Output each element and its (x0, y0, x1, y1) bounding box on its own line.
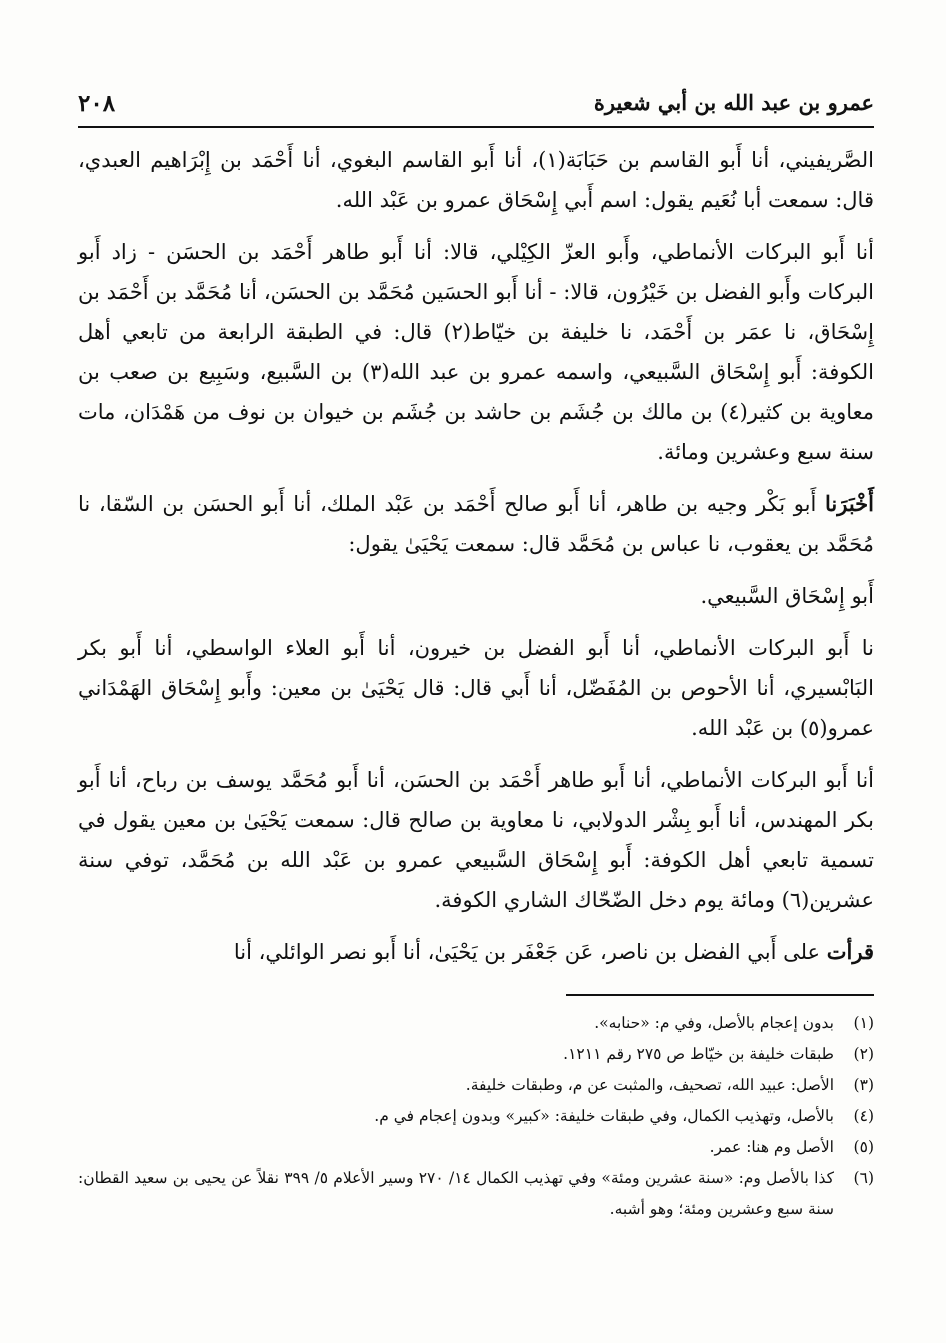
paragraph-text: أنا أَبو البركات الأنماطي، وأَبو العزّ الكِيْلي، قالا: أنا أَبو طاهر أَحْمَد بن الحسَن - زاد أَبو البركات وأَبو الفضل بن خَيْرُون، قالا: - أنا أَبو الحسَين مُحَمَّد بن الحسَن، أنا مُحَمَّد بن أَحْمَد بن إِسْحَاق، نا عمَر بن أَحْمَد، نا خليفة بن خيّاط(٢) قال: في الطبقة الرابعة من تابعي أهل الكوفة: أَبو إِسْحَاق السَّبيعي، واسمه عمرو بن عبد الله(٣) بن السَّبيع، وسَبِيع بن صعب بن معاوية بن كثير(٤) بن مالك بن جُشَم بن حاشد بن جُشَم بن خيوان بن نوف من هَمْدَان، مات سنة سبع وعشرين ومائة. (78, 240, 874, 464)
paragraph-lead-word: قرأت (826, 939, 874, 964)
footnote-number: (١) (853, 1014, 874, 1032)
footnote-text: طبقات خليفة بن خيّاط ص ٢٧٥ رقم ١٢١١. (563, 1045, 834, 1063)
paragraph-text: نا أَبو البركات الأنماطي، أنا أَبو الفضل بن خيرون، أنا أَبو العلاء الواسطي، أنا أَبو بكر البَابْسيري، أنا الأحوص بن المُفَضّل، أنا أَبي قال: قال يَحْيَىٰ بن معين: وأَبو إِسْحَاق الهَمْدَاني عمرو(٥) بن عَبْد الله. (78, 636, 874, 740)
paragraph (78, 232, 874, 472)
paragraph (78, 484, 874, 564)
paragraph (78, 140, 874, 220)
paragraph (78, 760, 874, 920)
book-page (78, 88, 874, 1225)
footnote-text: الأصل وم هنا: عمر. (709, 1138, 834, 1156)
footnote-text: بالأصل، وتهذيب الكمال، وفي طبقات خليفة: «كبير» وبدون إعجام في م. (374, 1107, 834, 1125)
paragraph-text: أنا أَبو البركات الأنماطي، أنا أَبو طاهر أَحْمَد بن الحسَن، أنا أَبو مُحَمَّد يوسف بن رباح، أنا أَبو بكر المهندس، أنا أَبو بِشْر الدولابي، نا معاوية بن صالح قال: سمعت يَحْيَىٰ بن معين يقول في تسمية تابعي أهل الكوفة: أَبو إِسْحَاق السَّبيعي عمرو بن عَبْد الله بن مُحَمَّد، توفي سنة عشرين(٦) ومائة يوم دخل الضّحّاك الشاري الكوفة. (78, 768, 874, 912)
paragraph (78, 932, 874, 972)
paragraph-text: الصَّريفيني، أنا أَبو القاسم بن حَبَابَة(١)، أنا أَبو القاسم البغوي، أنا أَحْمَد بن إِبْرَاهيم العبدي، قال: سمعت أبا نُعَيم يقول: اسم أَبي إِسْحَاق عمرو بن عَبْد الله. (78, 148, 874, 212)
footnote-separator (566, 994, 874, 996)
running-title: عمرو بن عبد الله بن أبي شعيرة (593, 90, 874, 115)
footnote-text: الأصل: عبيد الله، تصحيف، والمثبت عن م، وطبقات خليفة. (465, 1076, 834, 1094)
footnote-number: (٥) (853, 1138, 874, 1156)
paragraph-text: أَبو بَكْر وجيه بن طاهر، أنا أَبو صالح أَحْمَد بن عَبْد الملك، أنا أَبو الحسَن بن السّقا، نا مُحَمَّد بن يعقوب، نا عباس بن مُحَمَّد قال: سمعت يَحْيَىٰ يقول: (78, 492, 874, 556)
footnote (78, 1008, 874, 1039)
footnote-number: (٤) (853, 1107, 874, 1125)
page-number: ٢٠٨ (78, 90, 116, 117)
paragraph-text: أَبو إِسْحَاق السَّبيعي. (700, 584, 874, 608)
footnote (78, 1132, 874, 1163)
page-header (78, 88, 874, 128)
footnote (78, 1163, 874, 1225)
paragraph (78, 628, 874, 748)
footnote-number: (٣) (853, 1076, 874, 1094)
footnote-text: كذا بالأصل وم: «سنة عشرين ومئة» وفي تهذيب الكمال ١٤/ ٢٧٠ وسير الأعلام ٥/ ٣٩٩ نقلاً عن يحيى بن سعيد القطان: سنة سبع وعشرين ومئة؛ وهو أشبه. (78, 1169, 834, 1218)
paragraph-lead-word: أَخْبَرَنا (825, 491, 874, 516)
main-text (78, 140, 874, 972)
footnote (78, 1039, 874, 1070)
footnote-number: (٦) (853, 1169, 874, 1187)
footnotes (78, 1008, 874, 1225)
paragraph (78, 576, 874, 616)
footnote-number: (٢) (853, 1045, 874, 1063)
footnote (78, 1070, 874, 1101)
footnote (78, 1101, 874, 1132)
paragraph-text: على أَبي الفضل بن ناصر، عَن جَعْفَر بن يَحْيَىٰ، أنا أَبو نصر الوائلي، أنا (233, 940, 827, 964)
footnote-text: بدون إعجام بالأصل، وفي م: «حنابه». (594, 1014, 834, 1032)
